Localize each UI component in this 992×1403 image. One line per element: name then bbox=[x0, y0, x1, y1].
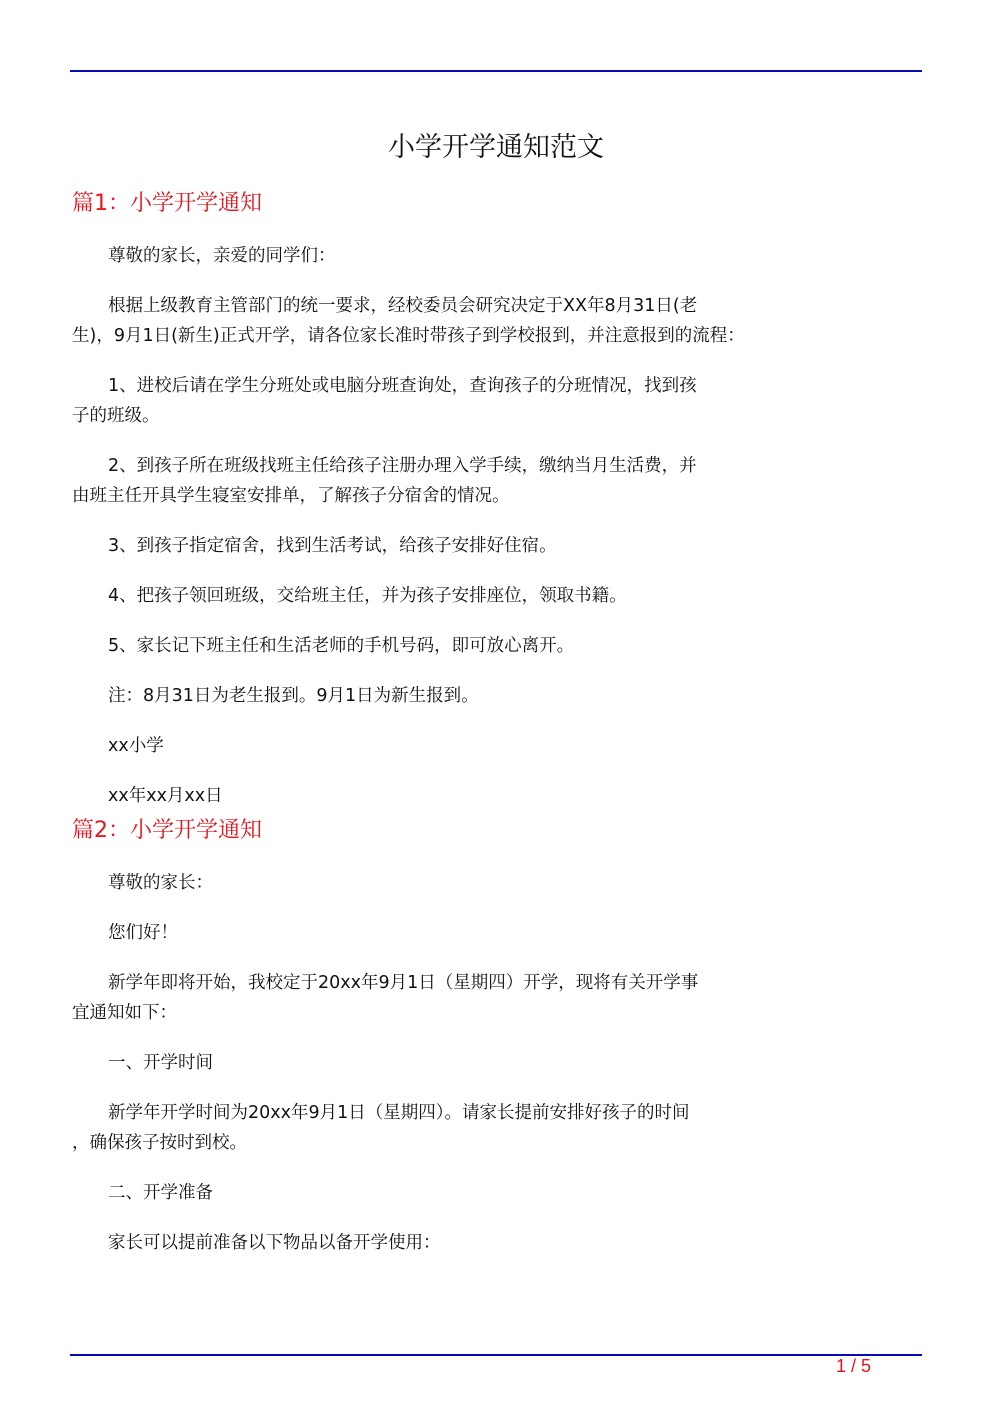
paragraph bbox=[72, 868, 872, 898]
paragraph-line: 您们好！ bbox=[108, 923, 178, 943]
paragraph-line: 子的班级。 bbox=[72, 406, 160, 426]
paragraph-line: 5、家长记下班主任和生活老师的手机号码，即可放心离开。 bbox=[108, 636, 575, 656]
paragraph-line: 宜通知如下： bbox=[72, 1003, 177, 1023]
paragraph bbox=[72, 371, 872, 431]
paragraph bbox=[72, 968, 872, 1028]
paragraph-line: 家长可以提前准备以下物品以备开学使用： bbox=[108, 1233, 441, 1253]
document-title: 小学开学通知范文 bbox=[388, 132, 604, 163]
paragraph bbox=[72, 451, 872, 511]
paragraph-line: 由班主任开具学生寝室安排单，了解孩子分宿舍的情况。 bbox=[72, 486, 510, 506]
paragraph bbox=[72, 531, 872, 561]
page-number: 1 / 5 bbox=[836, 1356, 872, 1376]
section-heading: 篇1：小学开学通知 bbox=[72, 191, 262, 216]
paragraph-line: xx年xx月xx日 bbox=[108, 786, 223, 806]
paragraph-line: 1、进校后请在学生分班处或电脑分班查询处，查询孩子的分班情况，找到孩 bbox=[108, 376, 697, 396]
paragraph bbox=[72, 581, 872, 611]
paragraph bbox=[72, 1178, 872, 1208]
header-rule bbox=[70, 70, 922, 72]
paragraph-line: 根据上级教育主管部门的统一要求，经校委员会研究决定于XX年8月31日(老 bbox=[108, 296, 698, 316]
paragraph-line: 尊敬的家长，亲爱的同学们： bbox=[108, 246, 336, 266]
paragraph-line: 新学年即将开始，我校定于20xx年9月1日（星期四）开学，现将有关开学事 bbox=[108, 973, 699, 993]
paragraph-line: 2、到孩子所在班级找班主任给孩子注册办理入学手续，缴纳当月生活费，并 bbox=[108, 456, 697, 476]
paragraph-line: 尊敬的家长： bbox=[108, 873, 213, 893]
paragraph-line: ，确保孩子按时到校。 bbox=[72, 1133, 247, 1153]
paragraph bbox=[72, 631, 872, 661]
paragraph bbox=[72, 681, 872, 711]
footer-rule bbox=[70, 1354, 922, 1356]
paragraph-line: 一、开学时间 bbox=[108, 1053, 213, 1073]
paragraph bbox=[72, 1098, 872, 1158]
paragraph-line: 注：8月31日为老生报到。9月1日为新生报到。 bbox=[108, 686, 479, 706]
paragraph bbox=[72, 781, 872, 811]
paragraph-line: 3、到孩子指定宿舍，找到生活考试，给孩子安排好住宿。 bbox=[108, 536, 557, 556]
paragraph-line: 新学年开学时间为20xx年9月1日（星期四）。请家长提前安排好孩子的时间 bbox=[108, 1103, 690, 1123]
paragraph bbox=[72, 731, 872, 761]
paragraph-line: 4、把孩子领回班级，交给班主任，并为孩子安排座位，领取书籍。 bbox=[108, 586, 627, 606]
section-heading: 篇2：小学开学通知 bbox=[72, 818, 262, 843]
paragraph-line: 二、开学准备 bbox=[108, 1183, 213, 1203]
paragraph bbox=[72, 1228, 872, 1258]
paragraph-line: xx小学 bbox=[108, 736, 164, 756]
paragraph-line: 生)，9月1日(新生)正式开学，请各位家长准时带孩子到学校报到，并注意报到的流程： bbox=[72, 326, 745, 346]
paragraph bbox=[72, 1048, 872, 1078]
paragraph bbox=[72, 291, 872, 351]
paragraph bbox=[72, 918, 872, 948]
paragraph bbox=[72, 241, 872, 271]
